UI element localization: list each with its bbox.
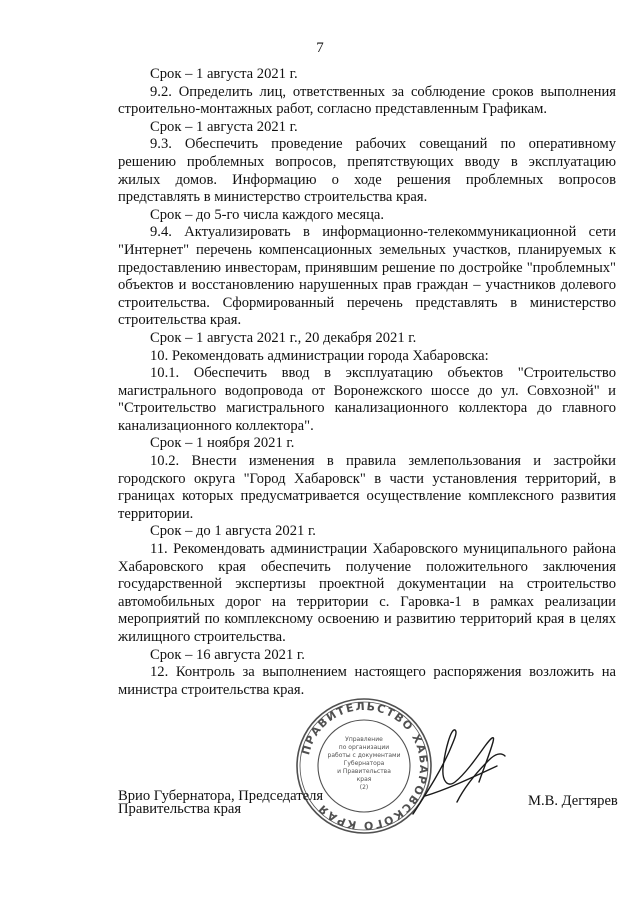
handwritten-signature	[405, 722, 515, 822]
deadline-line: Срок – до 5-го числа каждого месяца.	[150, 206, 385, 223]
deadline-line: Срок – 1 ноября 2021 г.	[150, 435, 295, 452]
signatory-title	[118, 790, 323, 815]
page-number: 7	[316, 40, 324, 56]
svg-text:и Правительства: и Правительства	[337, 768, 391, 775]
signatory-title-line1: Врио Губернатора, Председателя	[118, 788, 324, 804]
svg-text:работы с документами: работы с документами	[327, 752, 401, 759]
paragraph-10-1: 10.1. Обеспечить ввод в эксплуатацию объектов "Строительство магистрального водопровода от Воронежского шоссе до ул. Совхозной" и "Строительство магистрального канализационного коллектора до главного канализационного коллектора".	[118, 365, 616, 434]
signatory-title-line2: Правительства края	[118, 800, 242, 817]
signatory-name: М.В. Дегтярев	[528, 793, 618, 809]
document-body	[118, 66, 616, 699]
paragraph-12: 12. Контроль за выполнением настоящего распоряжения возложить на министра строительства края.	[118, 664, 616, 698]
svg-text:Управление: Управление	[345, 736, 383, 743]
deadline-line: Срок – до 1 августа 2021 г.	[150, 523, 316, 540]
paragraph-11: 11. Рекомендовать администрации Хабаровского муниципального района Хабаровского края обеспечить получение положительного заключения государственной экспертизы проектной документации на строительство автомобильных дорог на территории с. Гаровка-1 в рамках реализации мероприятий по комплексному освоению и развитию территорий края в целях жилищного строительства.	[118, 541, 616, 645]
deadline-line: Срок – 1 августа 2021 г.	[150, 66, 298, 82]
paragraph-9-4: 9.4. Актуализировать в информационно-телекоммуникационной сети "Интернет" перечень компенсационных земельных участков, планируемых к предоставлению инвесторам, принявшим решение по достройке "проблемных" объектов и восстановлению нарушенных прав граждан – участников долевого строительства. Сформированный перечень представлять в министерство строительства края.	[118, 224, 616, 329]
svg-text:(2): (2)	[359, 784, 369, 791]
paragraph-9-2: 9.2. Определить лиц, ответственных за соблюдение сроков выполнения строительно-монтажных работ, согласно представленным Графикам.	[118, 83, 616, 118]
svg-text:Губернатора: Губернатора	[343, 760, 385, 767]
deadline-line: Срок – 1 августа 2021 г.	[150, 118, 298, 135]
deadline-line: Срок – 16 августа 2021 г.	[150, 646, 305, 663]
deadline-line: Срок – 1 августа 2021 г., 20 декабря 2021 г.	[150, 329, 417, 346]
paragraph-9-3: 9.3. Обеспечить проведение рабочих совещаний по оперативному решению проблемных вопросов, препятствующих вводу в эксплуатацию жилых домов. Информацию о ходе решения проблемных вопросов представлять в министерство строительства края.	[118, 136, 616, 206]
svg-text:края: края	[356, 776, 372, 783]
paragraph-10-2: 10.2. Внести изменения в правила землепользования и застройки городского округа "Город Хабаровск" в части установления территорий, в границах которых предусматривается осуществление комплексного развития территории.	[118, 453, 616, 522]
svg-text:по организации: по организации	[338, 744, 390, 751]
svg-text:ПРАВИТЕЛЬСТВО ХАБАРОВСКОГО КРА: ПРАВИТЕЛЬСТВО ХАБАРОВСКОГО КРАЯ	[299, 699, 431, 833]
paragraph-10: 10. Рекомендовать администрации города Хабаровска:	[150, 347, 489, 364]
